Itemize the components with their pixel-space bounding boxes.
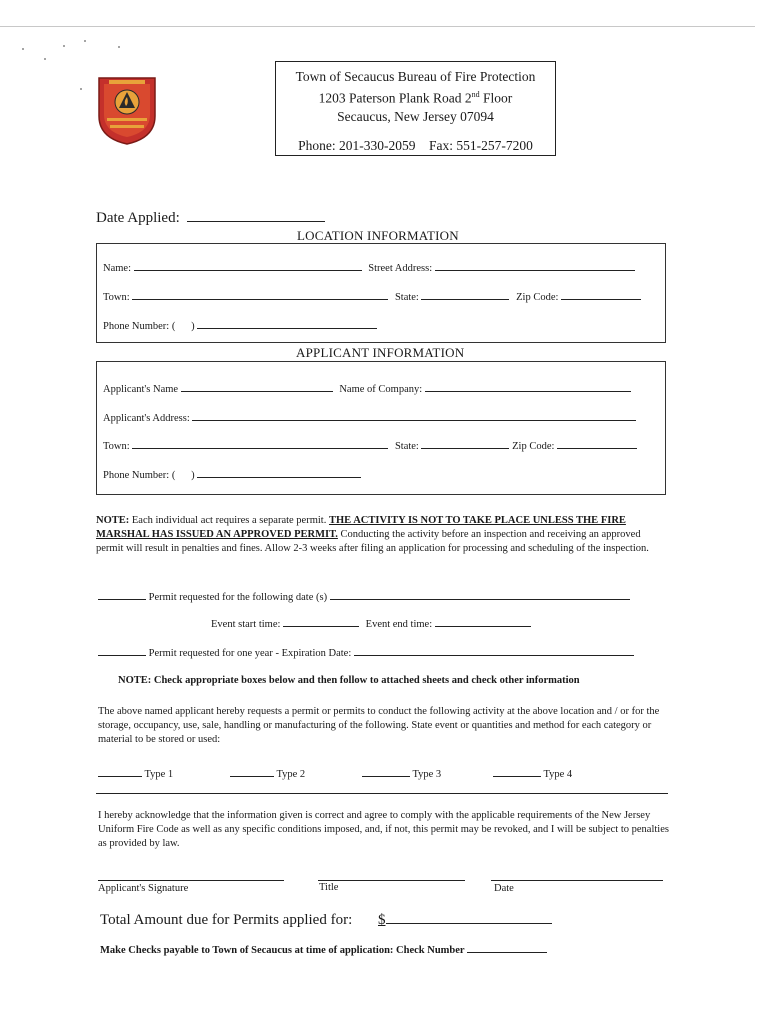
bureau-phone-fax: Phone: 201-330-2059 Fax: 551-257-7200: [298, 137, 533, 153]
location-town-label: Town:: [103, 292, 130, 303]
acknowledgement-paragraph: I hereby acknowledge that the information given is correct and agree to comply with the applicable requirements of the New Jersey Uniform Fire Code as well as any specific conditions imposed, and, if not, this permit may be revoked, and I will be subject to penalties as provided by law.: [98, 810, 669, 849]
types-divider: [96, 793, 668, 794]
street-address-input[interactable]: [435, 258, 635, 271]
note-prefix: NOTE:: [96, 515, 130, 526]
applicant-state-input[interactable]: [421, 436, 509, 449]
applicant-town-input[interactable]: [132, 436, 388, 449]
check-number-input[interactable]: [467, 940, 547, 953]
location-state-input[interactable]: [421, 287, 509, 300]
applicant-town-label: Town:: [103, 441, 130, 452]
bureau-address: 1203 Paterson Plank Road 2nd Floor: [318, 90, 513, 106]
date-line[interactable]: [491, 880, 663, 881]
event-start-label: Event start time:: [211, 619, 281, 630]
type-1-row[interactable]: [98, 764, 173, 782]
applicant-name-input[interactable]: [181, 379, 333, 392]
location-state-label: State:: [394, 292, 419, 303]
applicant-name-label: Applicant's Name: [103, 384, 179, 395]
title-line[interactable]: [318, 880, 465, 881]
applicant-address-input[interactable]: [192, 408, 636, 421]
check-number-row: [100, 940, 547, 958]
checks-payable-label: Make Checks payable to Town of Secaucus at time of application: Check Number: [100, 945, 465, 956]
permit-note: NOTE: Each individual act requires a separate permit. THE ACTIVITY IS NOT TO TAKE PLACE UNLESS THE FIRE MARSHAL HAS ISSUED AN APPROVED PERMIT. Conducting the activity before an inspection and receiving an approved permit will result in penalties and fines. Allow 2-3 weeks after filing an application for processing and scheduling of the inspection.: [96, 515, 649, 554]
type-2-label: Type 2: [276, 769, 306, 780]
applicant-section-title: APPLICANT INFORMATION: [296, 345, 465, 360]
permit-dates-row: [98, 587, 630, 605]
type-4-label: Type 4: [543, 769, 573, 780]
check-boxes-note: NOTE: Check appropriate boxes below and then follow to attached sheets and check other information: [118, 675, 580, 686]
location-town-input[interactable]: [132, 287, 388, 300]
permit-dates-input[interactable]: [330, 587, 630, 600]
applicant-state-label: State:: [394, 441, 419, 452]
top-rule: [0, 26, 755, 27]
event-end-label: Event end time:: [365, 619, 433, 630]
location-section-title: LOCATION INFORMATION: [297, 228, 459, 243]
location-name-label: Name:: [103, 263, 131, 274]
bureau-city: Secaucus, New Jersey 07094: [337, 108, 494, 124]
bureau-name: Town of Secaucus Bureau of Fire Protection: [295, 69, 536, 84]
location-phone-paren: ( ): [171, 321, 195, 332]
date-applied-label: Date Applied:: [96, 210, 180, 226]
location-name-input[interactable]: [134, 258, 362, 271]
signature-label: Applicant's Signature: [98, 883, 189, 894]
applicant-zip-label: Zip Code:: [512, 441, 555, 452]
fire-seal-logo: [95, 72, 159, 146]
total-amount-row: [100, 909, 552, 929]
request-paragraph: The above named applicant hereby requests a permit or permits to conduct the following activity at the above location and / or for the storage, occupancy, use, sale, handling or manufacturing of the following. State event or quantities and method for each category or material to be stored or used:: [98, 706, 660, 745]
total-amount-input[interactable]: [386, 909, 552, 924]
signature-line[interactable]: [98, 880, 284, 881]
type-3-row[interactable]: [362, 764, 441, 782]
type-1-label: Type 1: [144, 769, 174, 780]
date-label: Date: [494, 883, 514, 894]
applicant-phone-input[interactable]: [197, 465, 361, 478]
permit-year-label: Permit requested for one year - Expiration Date:: [148, 648, 352, 659]
title-label: Title: [319, 882, 339, 893]
currency-symbol: $: [378, 912, 386, 928]
company-name-label: Name of Company:: [339, 384, 423, 395]
company-name-input[interactable]: [425, 379, 631, 392]
applicant-phone-paren: ( ): [171, 470, 195, 481]
type-4-row[interactable]: [493, 764, 572, 782]
total-amount-label: Total Amount due for Permits applied for:: [100, 912, 353, 928]
permit-dates-checkbox[interactable]: [98, 587, 146, 600]
applicant-address-label: Applicant's Address:: [103, 413, 190, 424]
bureau-header: [275, 61, 556, 156]
applicant-phone-label: Phone Number:: [103, 470, 170, 481]
applicant-info-box: [96, 361, 666, 495]
type-3-label: Type 3: [412, 769, 442, 780]
permit-dates-label: Permit requested for the following date (s): [148, 592, 328, 603]
date-applied-field[interactable]: [96, 209, 325, 227]
event-start-input[interactable]: [283, 614, 359, 627]
location-phone-label: Phone Number:: [103, 321, 170, 332]
event-times-row: [211, 614, 531, 632]
location-zip-label: Zip Code:: [516, 292, 559, 303]
permit-year-checkbox[interactable]: [98, 643, 146, 656]
location-info-box: [96, 243, 666, 343]
applicant-zip-input[interactable]: [557, 436, 637, 449]
event-end-input[interactable]: [435, 614, 531, 627]
note-emphasis: THE ACTIVITY IS NOT TO TAKE PLACE UNLESS THE FIRE MARSHAL HAS ISSUED AN APPROVED PERMIT.: [96, 515, 626, 540]
street-address-label: Street Address:: [368, 263, 433, 274]
location-zip-input[interactable]: [561, 287, 641, 300]
permit-year-row: [98, 643, 634, 661]
location-phone-input[interactable]: [197, 316, 377, 329]
expiration-date-input[interactable]: [354, 643, 634, 656]
type-2-row[interactable]: [230, 764, 305, 782]
